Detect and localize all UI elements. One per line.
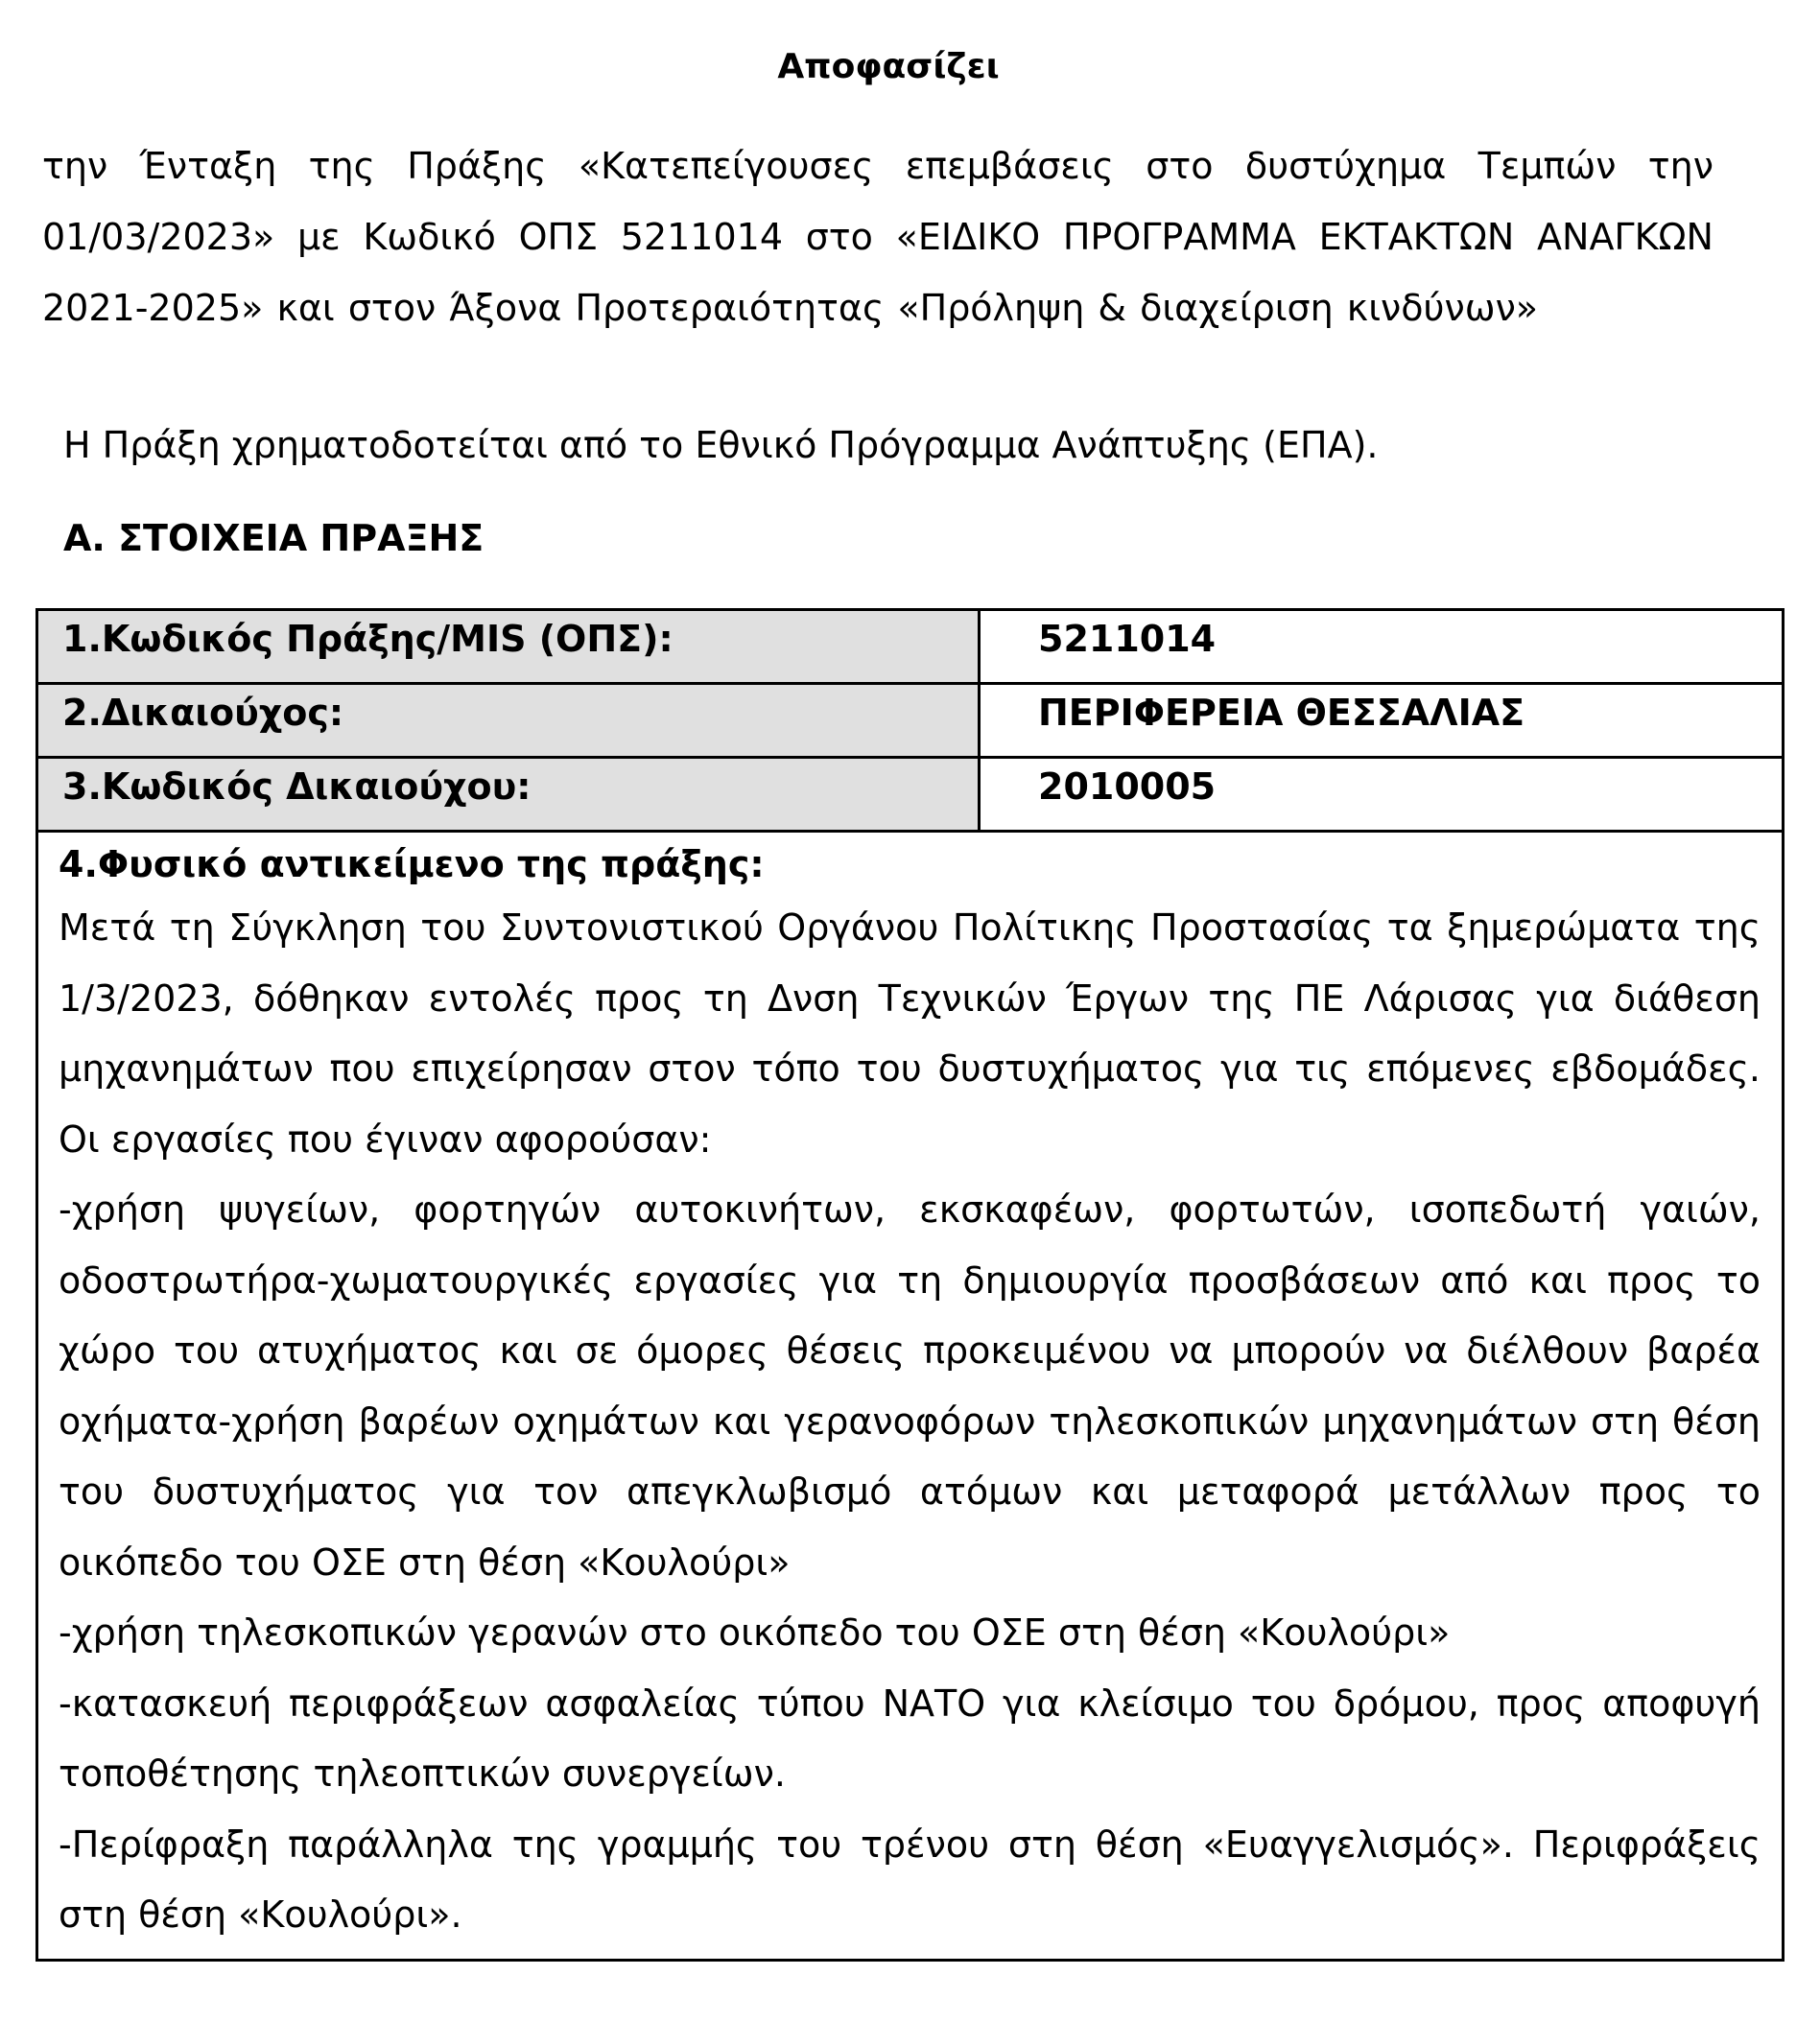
beneficiary-code-value: 2010005 [1038, 765, 1217, 808]
physical-object-paragraph: -χρήση τηλεσκοπικών γερανών στο οικόπεδο του ΟΣΕ στη θέση «Κουλούρι» [59, 1611, 1451, 1654]
physical-object-paragraph: -Περίφραξη παράλληλα της γραμμής του τρένου στη θέση «Ευαγγελισμός». Περιφράξεις στη θέση «Κουλούρι». [59, 1822, 1761, 1936]
physical-object-paragraph: Μετά τη Σύγκληση του Συντονιστικού Οργάνου Πολίτικης Προστασίας τα ξημερώματα της 1/3/2023, δόθηκαν εντολές προς τη Δνση Τεχνικών Έργων της ΠΕ Λάρισας για διάθεση μηχανημάτων που επιχείρησαν στον τόπο του δυστυχήματος για τις επόμενες εβδομάδες. Οι εργασίες που έγιναν αφορούσαν: [59, 906, 1761, 1161]
table-row-beneficiary [38, 685, 1782, 759]
decision-title: Αποφασίζει [777, 47, 1000, 86]
project-code-value: 5211014 [1038, 618, 1217, 660]
physical-object-label: 4.Φυσικό αντικείμενο της πράξης: [59, 843, 765, 885]
beneficiary-label: 2.Δικαιούχος: [38, 685, 981, 756]
project-code-label: 1.Κωδικός Πράξης/MIS (ΟΠΣ): [38, 611, 981, 682]
project-details-table [35, 608, 1785, 1962]
physical-object-paragraph: -κατασκευή περιφράξεων ασφαλείας τύπου ΝΑΤΟ για κλείσιμο του δρόμου, προς αποφυγή τοποθέτησης τηλεοπτικών συνεργείων. [59, 1681, 1761, 1795]
funding-statement: Η Πράξη χρηματοδοτείται από το Εθνικό Πρόγραμμα Ανάπτυξης (ΕΠΑ). [63, 424, 1379, 466]
beneficiary-code-label: 3.Κωδικός Δικαιούχου: [38, 759, 981, 830]
physical-object-paragraph: -χρήση ψυγείων, φορτηγών αυτοκινήτων, εκσκαφέων, φορτωτών, ισοπεδωτή γαιών, οδοστρωτήρα-χωματουργικές εργασίες για τη δημιουργία προσβάσεων από και προς το χώρο του ατυχήματος και σε όμορες θέσεις προκειμένου να μπορούν να διέλθουν βαρέα οχήματα-χρήση βαρέων οχημάτων και γερανοφόρων τηλεσκοπικών μηχανημάτων στη θέση του δυστυχήματος για τον απεγκλωβισμό ατόμων και μεταφορά μετάλλων προς το οικόπεδο του ΟΣΕ στη θέση «Κουλούρι» [59, 1188, 1761, 1584]
table-row-project-code [38, 611, 1782, 685]
beneficiary-value: ΠΕΡΙΦΕΡΕΙΑ ΘΕΣΣΑΛΙΑΣ [1038, 692, 1525, 734]
table-row-beneficiary-code [38, 759, 1782, 833]
physical-object-cell [38, 833, 1782, 1959]
decision-intro-paragraph: την Ένταξη της Πράξης «Κατεπείγουσες επεμβάσεις στο δυστύχημα Τεμπών την 01/03/2023» με Κωδικό ΟΠΣ 5211014 στο «ΕΙΔΙΚΟ ΠΡΟΓΡΑΜΜΑ ΕΚΤΑΚΤΩΝ ΑΝΑΓΚΩΝ 2021-2025» και στον Άξονα Προτεραιότητας «Πρόληψη & διαχείριση κινδύνων» [42, 145, 1714, 329]
section-heading: Α. ΣΤΟΙΧΕΙΑ ΠΡΑΞΗΣ [63, 517, 485, 559]
